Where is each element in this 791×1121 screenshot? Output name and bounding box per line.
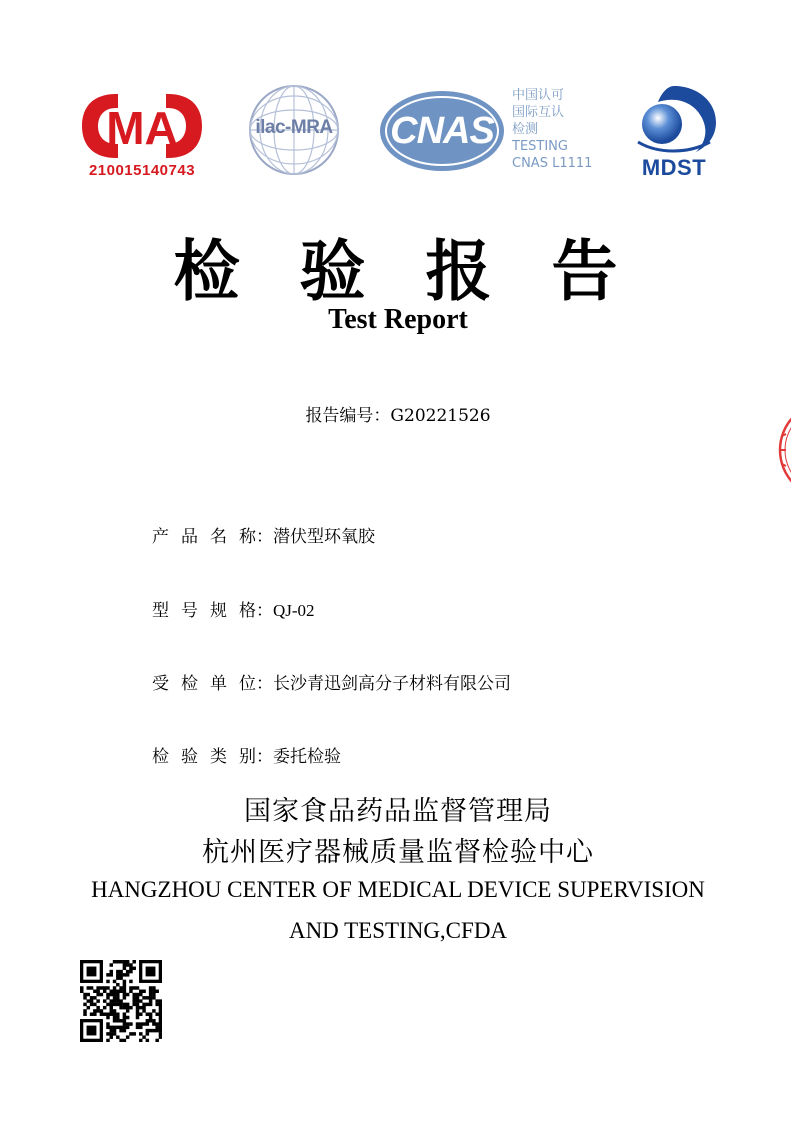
organization-cn-line2: 杭州医疗器械质量监督检验中心 bbox=[202, 837, 594, 868]
cnas-side-line: CNAS L1111 bbox=[512, 156, 593, 171]
mdst-logo-text: MDST bbox=[641, 155, 707, 180]
field-separator: ： bbox=[256, 527, 273, 547]
field-value: QJ-02 bbox=[273, 601, 315, 620]
cnas-side-line: 中国认可 bbox=[512, 88, 565, 103]
organization-en-line2: AND TESTING,CFDA bbox=[288, 918, 508, 943]
red-seal-icon bbox=[770, 400, 791, 500]
field-label: 受检单位 bbox=[152, 674, 256, 694]
field-separator: ： bbox=[256, 747, 273, 767]
field-client bbox=[152, 669, 511, 694]
cma-logo-text: MA bbox=[106, 102, 178, 154]
field-separator: ： bbox=[256, 601, 273, 621]
cma-number: 210015140743 bbox=[88, 162, 196, 179]
field-value: 潜伏型环氧胶 bbox=[273, 527, 375, 547]
field-label: 产品名称 bbox=[152, 527, 256, 547]
page-subtitle: Test Report bbox=[328, 304, 468, 335]
organization-en-line1: HANGZHOU CENTER OF MEDICAL DEVICE SUPERVISION bbox=[91, 877, 705, 902]
field-test-type bbox=[152, 742, 341, 767]
page-title: 检验报告 bbox=[173, 232, 678, 310]
field-label: 检验类别 bbox=[152, 747, 256, 767]
report-number: 报告编号：G20221526 bbox=[305, 406, 491, 426]
field-value: 委托检验 bbox=[273, 747, 341, 767]
mdst-logo-icon bbox=[628, 84, 720, 156]
cnas-side-line: TESTING bbox=[512, 139, 568, 154]
cnas-side-text bbox=[512, 87, 612, 172]
qr-code-icon bbox=[80, 960, 162, 1042]
field-separator: ： bbox=[256, 674, 273, 694]
cnas-side-line: 检测 bbox=[512, 122, 539, 137]
field-label: 型号规格 bbox=[152, 601, 256, 621]
ilac-mra-logo-text: ilac-MRA bbox=[255, 117, 333, 138]
field-model-spec bbox=[152, 596, 315, 621]
organization-cn-line1: 国家食品药品监督管理局 bbox=[244, 796, 552, 827]
cnas-logo-text: CNAS bbox=[390, 110, 494, 152]
field-product-name bbox=[152, 522, 375, 547]
field-value: 长沙青迅剑高分子材料有限公司 bbox=[273, 674, 511, 694]
cnas-side-line: 国际互认 bbox=[512, 105, 565, 120]
